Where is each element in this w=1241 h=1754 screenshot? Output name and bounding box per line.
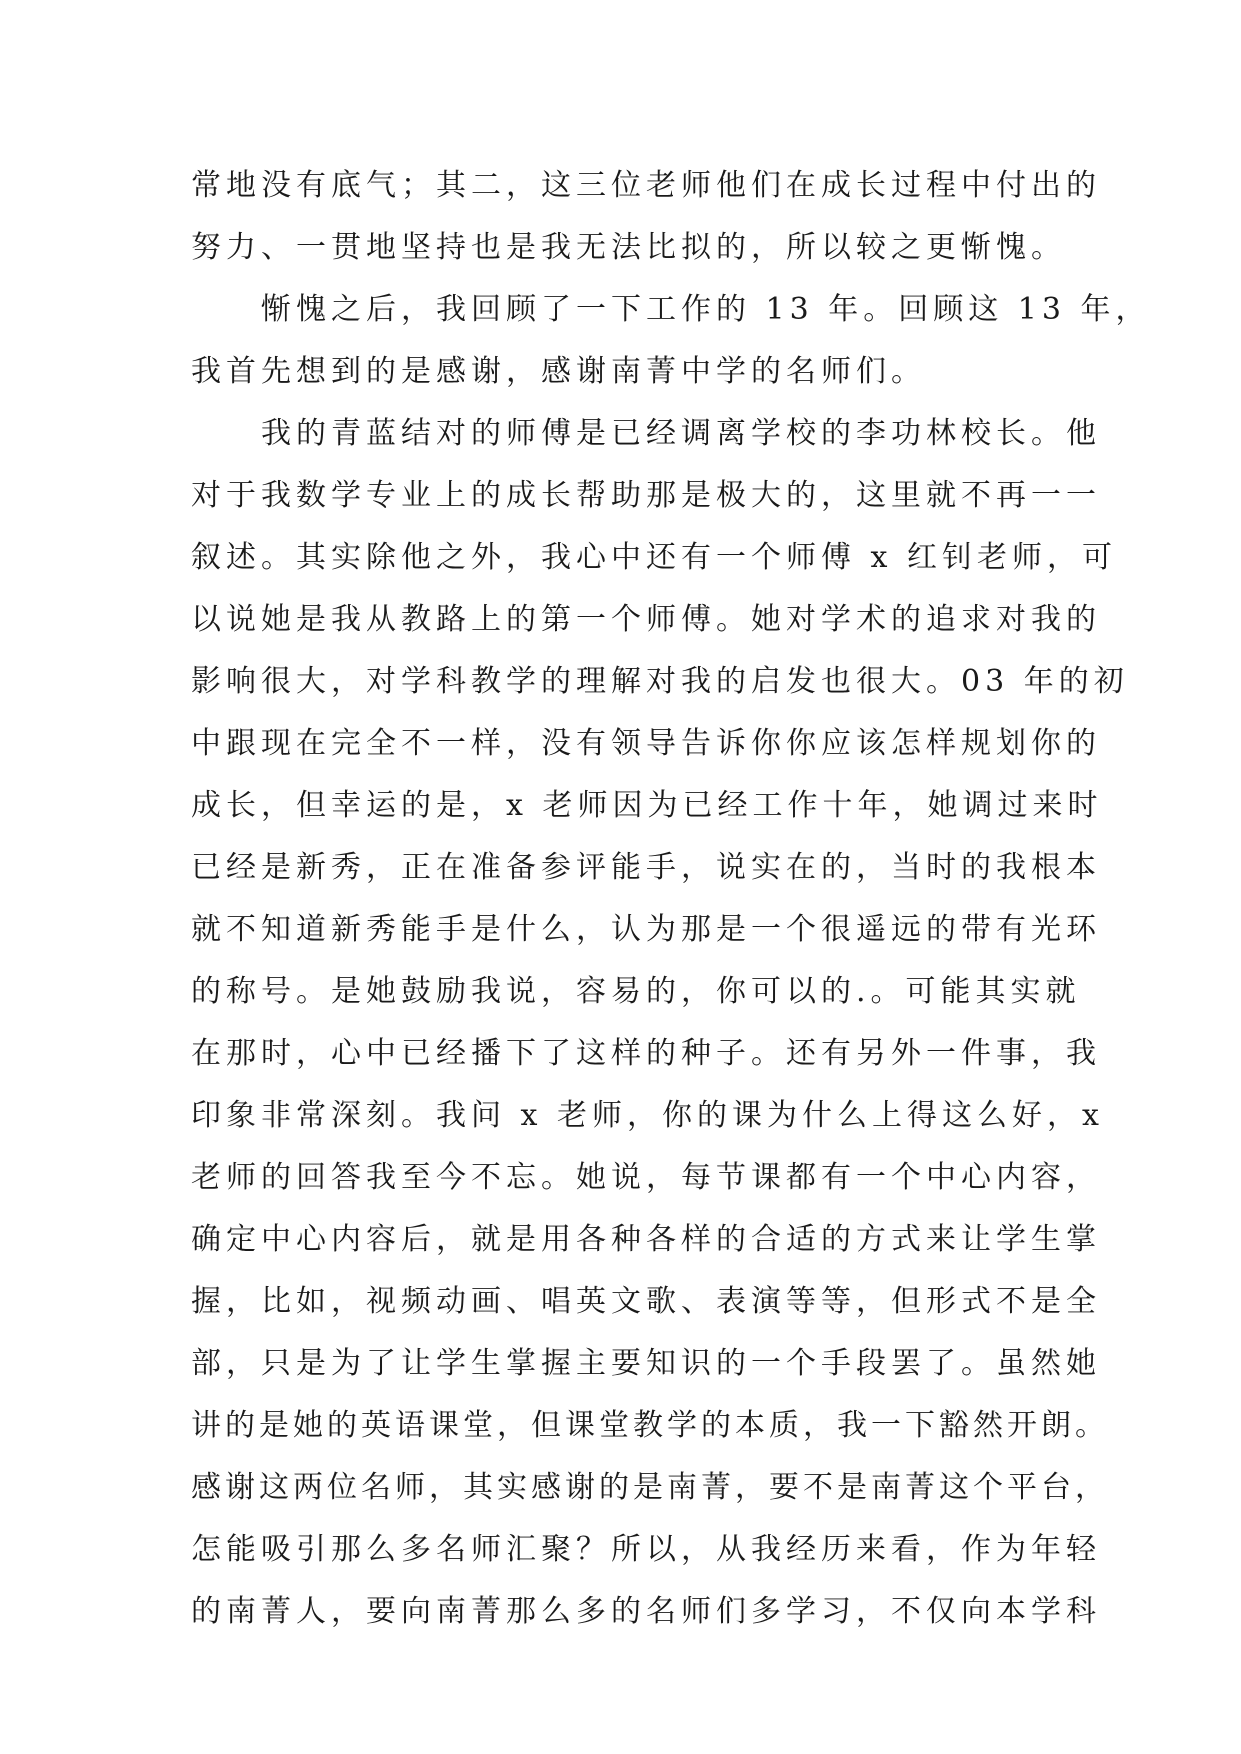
text-line: 握，比如，视频动画、唱英文歌、表演等等，但形式不是全 (191, 1284, 1101, 1319)
text-line: 印象非常深刻。我问 x 老师，你的课为什么上得这么好，x (191, 1098, 1104, 1133)
text-line: 怎能吸引那么多名师汇聚？所以，从我经历来看，作为年轻 (191, 1532, 1101, 1567)
paragraph-first-line: 我的青蓝结对的师傅是已经调离学校的李功林校长。他 (191, 416, 1101, 451)
text-line: 已经是新秀，正在准备参评能手，说实在的，当时的我根本 (191, 850, 1101, 885)
text-line: 确定中心内容后，就是用各种各样的合适的方式来让学生掌 (191, 1222, 1101, 1257)
text-line: 中跟现在完全不一样，没有领导告诉你你应该怎样规划你的 (191, 726, 1101, 761)
text-line: 对于我数学专业上的成长帮助那是极大的，这里就不再一一 (191, 478, 1101, 513)
text-line: 感谢这两位名师，其实感谢的是南菁，要不是南菁这个平台， (191, 1470, 1109, 1505)
text-line: 就不知道新秀能手是什么，认为那是一个很遥远的带有光环 (191, 912, 1101, 947)
paragraph-first-line: 惭愧之后，我回顾了一下工作的 13 年。回顾这 13 年， (191, 292, 1151, 327)
text-line: 努力、一贯地坚持也是我无法比拟的，所以较之更惭愧。 (191, 230, 1066, 265)
text-line: 叙述。其实除他之外，我心中还有一个师傅 x 红钊老师，可 (191, 540, 1117, 575)
text-line: 我首先想到的是感谢，感谢南菁中学的名师们。 (191, 354, 926, 389)
text-line: 的称号。是她鼓励我说，容易的，你可以的.。可能其实就 (191, 974, 1081, 1009)
text-line: 成长，但幸运的是，x 老师因为已经工作十年，她调过来时 (191, 788, 1103, 823)
text-line: 影响很大，对学科教学的理解对我的启发也很大。03 年的初 (191, 664, 1129, 699)
text-line: 以说她是我从教路上的第一个师傅。她对学术的追求对我的 (191, 602, 1101, 637)
text-line: 常地没有底气；其二，这三位老师他们在成长过程中付出的 (191, 168, 1101, 203)
text-line: 老师的回答我至今不忘。她说，每节课都有一个中心内容， (191, 1160, 1101, 1195)
text-line: 部，只是为了让学生掌握主要知识的一个手段罢了。虽然她 (191, 1346, 1101, 1381)
text-line: 的南菁人，要向南菁那么多的名师们多学习，不仅向本学科 (191, 1594, 1101, 1629)
text-line: 在那时，心中已经播下了这样的种子。还有另外一件事，我 (191, 1036, 1101, 1071)
document-page (191, 155, 1151, 1643)
text-line: 讲的是她的英语课堂，但课堂教学的本质，我一下豁然开朗。 (191, 1408, 1109, 1443)
